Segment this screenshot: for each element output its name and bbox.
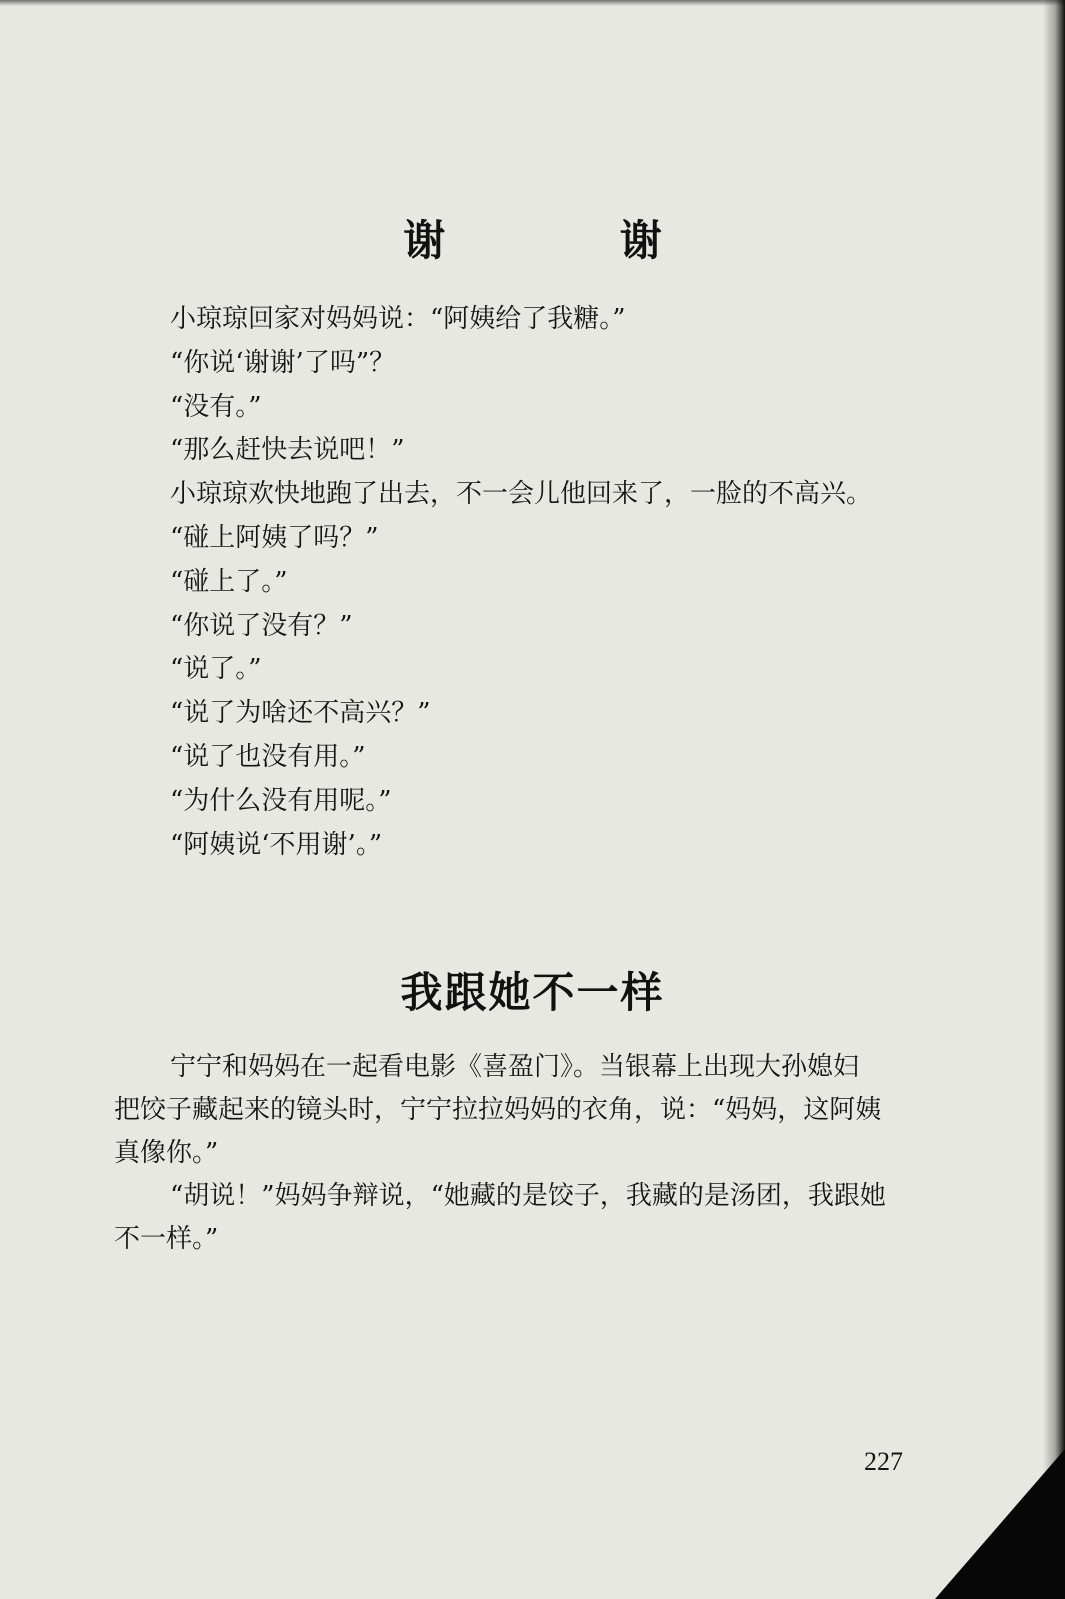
text-line: “说了。”: [170, 654, 262, 685]
paragraph-line: 宁宁和妈妈在一起看电影《喜盈门》。当银幕上出现大孙媳妇: [170, 1052, 860, 1082]
text-line: “碰上阿姨了吗？”: [170, 522, 379, 553]
story-body-thanks: [170, 298, 970, 867]
paragraph-line: 把饺子藏起来的镜头时，宁宁拉拉妈妈的衣角，说：“妈妈，这阿姨: [114, 1095, 882, 1125]
text-line: “你说‘谢谢’了吗”？: [170, 347, 396, 378]
text-line: “碰上了。”: [170, 566, 288, 597]
scan-top-edge: [0, 0, 1065, 6]
story-body-not-the-same: [114, 1046, 949, 1261]
text-line: 小琼琼欢快地跑了出去，不一会儿他回来了，一脸的不高兴。: [170, 479, 873, 510]
text-line: “那么赶快去说吧！”: [170, 435, 405, 466]
paragraph-line: “胡说！”妈妈争辩说，“她藏的是饺子，我藏的是汤团，我跟她: [170, 1181, 886, 1211]
text-line: “说了也没有用。”: [170, 741, 366, 772]
page-number: 227: [864, 1447, 903, 1476]
paragraph-line: 不一样。”: [114, 1224, 219, 1254]
story-title-thanks: 谢 谢: [403, 216, 742, 265]
text-line: “说了为啥还不高兴？”: [170, 698, 431, 729]
text-line: “你说了没有？”: [170, 610, 353, 641]
paragraph-line: 真像你。”: [114, 1138, 219, 1168]
text-line: “为什么没有用呢。”: [170, 785, 392, 816]
torn-corner: [935, 1449, 1065, 1599]
text-line: “没有。”: [170, 391, 262, 422]
text-line: 小琼琼回家对妈妈说：“阿姨给了我糖。”: [170, 304, 626, 334]
story-title-not-the-same: 我跟她不一样: [400, 968, 665, 1017]
text-line: “阿姨说‘不用谢’。”: [170, 829, 383, 860]
